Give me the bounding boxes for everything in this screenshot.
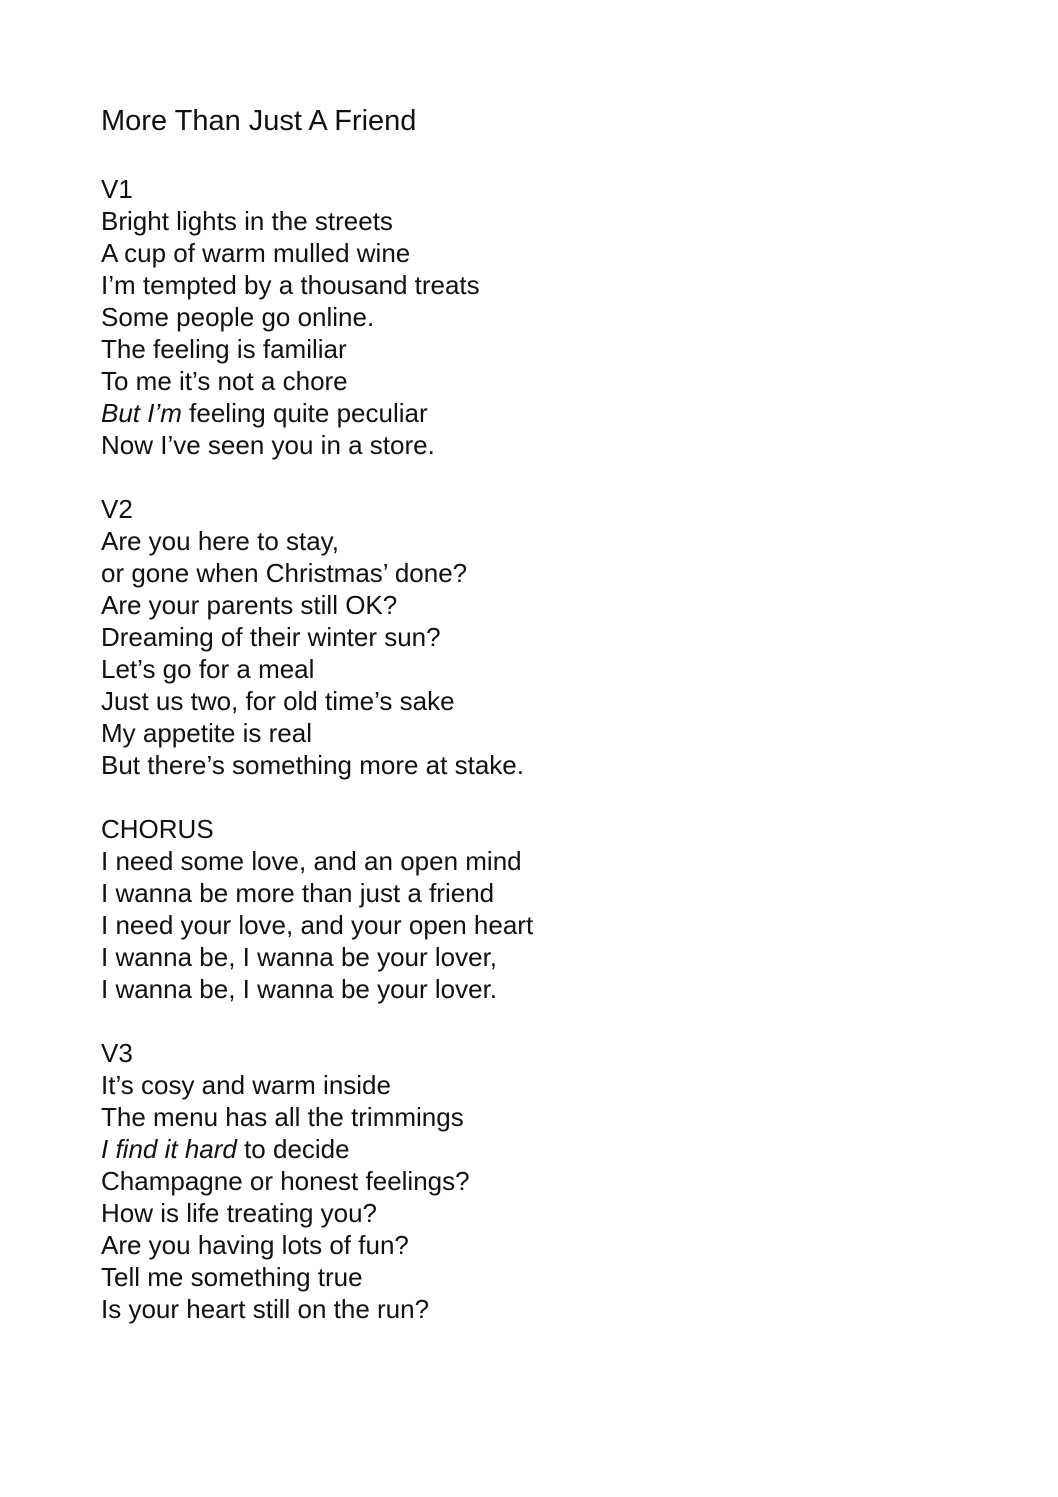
- lyric-line: Now I’ve seen you in a store.: [101, 430, 435, 460]
- lyric-line: To me it’s not a chore: [101, 366, 348, 396]
- lyric-line: Bright lights in the streets: [101, 206, 393, 236]
- lyric-line: Champagne or honest feelings?: [101, 1166, 470, 1196]
- lyric-line: Tell me something true: [101, 1262, 363, 1292]
- lyric-line: Some people go online.: [101, 302, 375, 332]
- lyrics-page: [101, 101, 1001, 1357]
- lyric-line: I need some love, and an open mind: [101, 846, 522, 876]
- lyric-line: The feeling is familiar: [101, 334, 347, 364]
- lyric-line: The menu has all the trimmings: [101, 1102, 464, 1132]
- lyric-line: Dreaming of their winter sun?: [101, 622, 441, 652]
- italic-lyric-fragment: I find it hard: [101, 1134, 237, 1164]
- section-label: V1: [101, 174, 133, 204]
- lyric-line: How is life treating you?: [101, 1198, 378, 1228]
- lyric-line: But there’s something more at stake.: [101, 750, 524, 780]
- section-label: V3: [101, 1038, 133, 1068]
- lyric-line-rest: to decide: [236, 1134, 350, 1164]
- song-title: More Than Just A Friend: [101, 105, 417, 137]
- lyric-line: Are your parents still OK?: [101, 590, 398, 620]
- italic-lyric-fragment: But I’m: [101, 398, 182, 428]
- lyric-line: I need your love, and your open heart: [101, 910, 534, 940]
- section-v2: [101, 493, 1001, 781]
- section-v1: [101, 173, 1001, 461]
- section-chorus: [101, 813, 1001, 1005]
- lyric-line: It’s cosy and warm inside: [101, 1070, 391, 1100]
- lyric-line: Are you here to stay,: [101, 526, 339, 556]
- lyric-line: My appetite is real: [101, 718, 312, 748]
- lyric-line: Is your heart still on the run?: [101, 1294, 430, 1324]
- lyric-line: or gone when Christmas’ done?: [101, 558, 468, 588]
- section-label: V2: [101, 494, 133, 524]
- lyric-line: [101, 397, 1001, 429]
- lyric-line: Let’s go for a meal: [101, 654, 315, 684]
- lyric-line: [101, 1133, 1001, 1165]
- lyric-line: A cup of warm mulled wine: [101, 238, 411, 268]
- lyric-line-rest: feeling quite peculiar: [181, 398, 428, 428]
- section-v3: [101, 1037, 1001, 1325]
- lyric-line: Just us two, for old time’s sake: [101, 686, 455, 716]
- lyric-line: I’m tempted by a thousand treats: [101, 270, 480, 300]
- lyric-line: I wanna be, I wanna be your lover.: [101, 974, 498, 1004]
- lyric-line: I wanna be more than just a friend: [101, 878, 495, 908]
- section-label: CHORUS: [101, 814, 214, 844]
- lyric-line: Are you having lots of fun?: [101, 1230, 409, 1260]
- lyric-line: I wanna be, I wanna be your lover,: [101, 942, 498, 972]
